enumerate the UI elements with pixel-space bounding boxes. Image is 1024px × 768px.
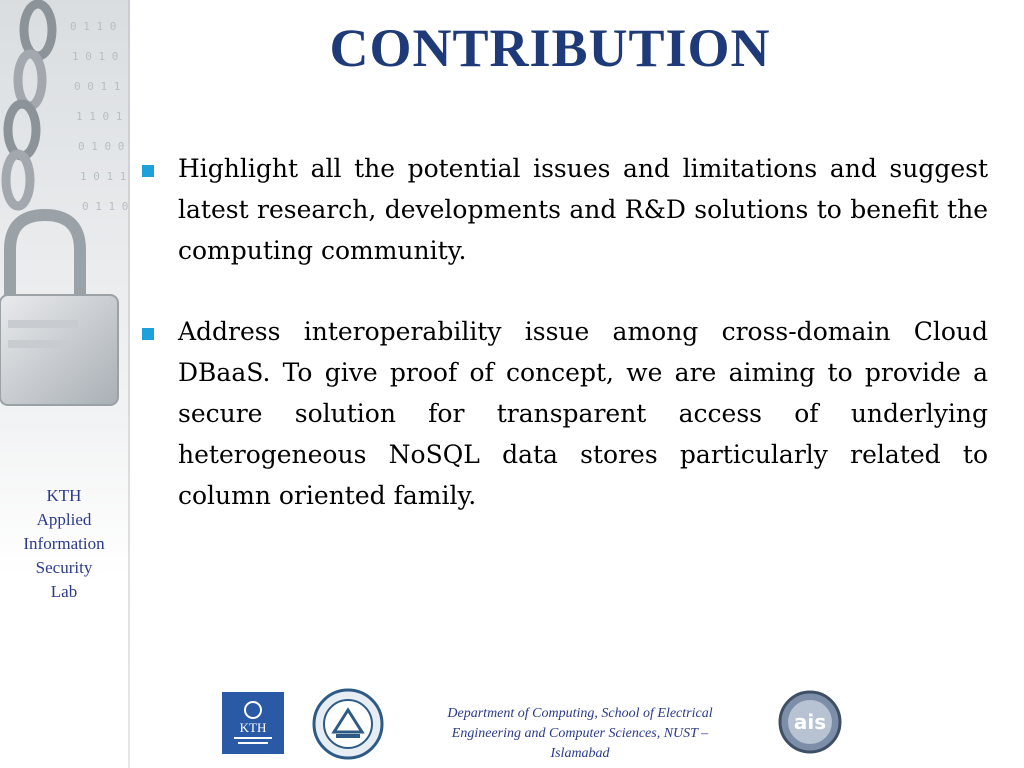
kth-logo-text: KTH <box>239 720 267 735</box>
lab-name-line: KTH <box>46 486 82 505</box>
slide-title: CONTRIBUTION <box>329 18 771 78</box>
lab-name-line: Security <box>35 558 93 577</box>
ais-logo <box>778 690 842 754</box>
svg-text:1 0 1 0: 1 0 1 0 <box>72 50 119 63</box>
lab-name <box>0 484 128 604</box>
vertical-divider <box>128 0 130 768</box>
bullet-item <box>140 311 988 516</box>
department-line: Department of Computing, School of Electrical <box>447 706 713 721</box>
svg-text:1 0 1 1: 1 0 1 1 <box>80 170 127 183</box>
bullet-text: Address interoperability issue among cross-domain Cloud DBaaS. To give proof of concept, we are aiming to provide a secure solution for transparent access of underlying heterogeneous NoSQL data stores particularly related to column oriented family. <box>178 317 988 510</box>
department-line: Engineering and Computer Sciences, NUST – <box>451 726 709 741</box>
lab-name-line: Lab <box>50 582 78 601</box>
bullet-text: Highlight all the potential issues and limitations and suggest latest research, developments and R&D solutions to benefit the computing community. <box>178 154 988 265</box>
lab-name-line: Applied <box>36 510 92 529</box>
svg-text:0 1 1 0: 0 1 1 0 <box>82 200 128 213</box>
svg-text:1 1 0 1: 1 1 0 1 <box>76 110 123 123</box>
svg-text:0 0 1 1: 0 0 1 1 <box>74 80 121 93</box>
footer <box>0 680 1024 768</box>
department-caption <box>410 704 750 764</box>
department-line: Islamabad <box>550 746 610 761</box>
nust-logo <box>312 688 384 760</box>
kth-logo <box>222 692 284 754</box>
square-bullet-icon <box>142 165 154 177</box>
bullet-list <box>140 148 988 556</box>
svg-text:0 1 1 0: 0 1 1 0 <box>70 20 117 33</box>
bullet-item <box>140 148 988 271</box>
lab-name-line: Information <box>23 534 105 553</box>
chain-padlock-image <box>0 0 128 440</box>
square-bullet-icon <box>142 328 154 340</box>
sidebar-decoration <box>0 0 128 768</box>
ais-logo-text: ais <box>793 710 827 734</box>
svg-text:0 1 0 0: 0 1 0 0 <box>78 140 125 153</box>
